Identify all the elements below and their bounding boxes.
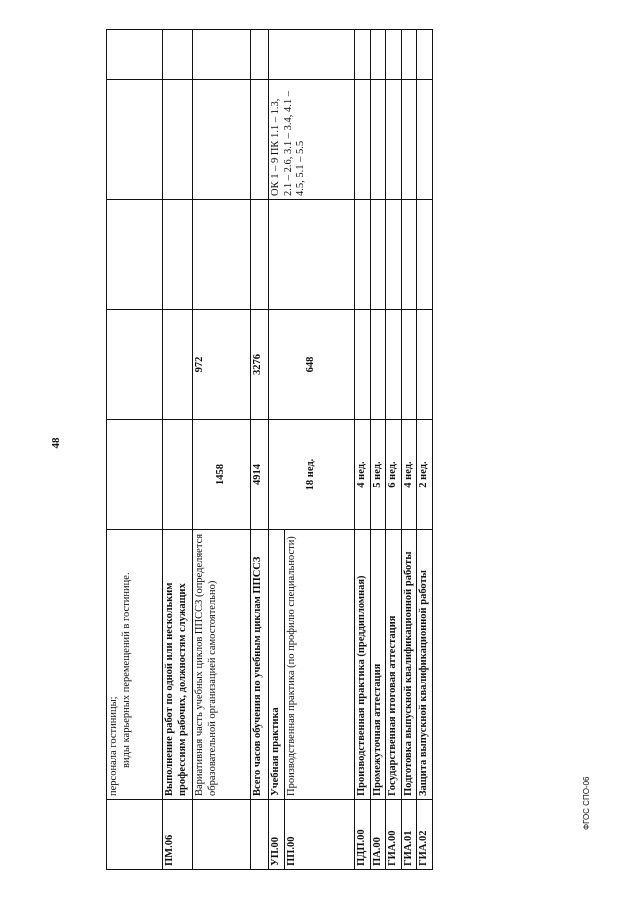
name-cell: Всего часов обучения по учебным циклам ППССЗ xyxy=(251,530,269,800)
weeks-cell: 4914 xyxy=(251,420,269,530)
table-row xyxy=(355,30,371,870)
table-row xyxy=(251,30,269,870)
table-row xyxy=(401,30,417,870)
rotated-table-wrapper xyxy=(106,10,430,870)
table-row xyxy=(269,30,285,870)
code-cell: ПДП.00 xyxy=(355,800,371,870)
code-cell: ГИА.00 xyxy=(386,800,402,870)
name-cell: Вариативная часть учебных циклов ППССЗ (определяется образовательной организацией самостоятельно) xyxy=(193,530,251,800)
hours-cell: 972 xyxy=(193,310,251,420)
name-cell: Производственная практика (по профилю специальности) xyxy=(285,530,355,800)
name-cell: Производственная практика (преддипломная) xyxy=(355,530,371,800)
weeks-cell: 5 нед. xyxy=(370,420,386,530)
name-cell: Государственная итоговая аттестация xyxy=(386,530,402,800)
code-cell: УП.00 xyxy=(269,800,285,870)
code-cell: ПП.00 xyxy=(285,800,355,870)
table-row xyxy=(193,30,251,870)
table-row xyxy=(163,30,193,870)
code-cell xyxy=(193,800,251,870)
name-cell: Учебная практика xyxy=(269,530,285,800)
name-cell: Промежуточная аттестация xyxy=(370,530,386,800)
code-cell: ПМ.06 xyxy=(163,800,193,870)
weeks-cell: 6 нед. xyxy=(386,420,402,530)
table-row xyxy=(370,30,386,870)
name-cell: персонала гостиницы; виды карьерных перемещений в гостинице. xyxy=(107,530,163,800)
curriculum-table xyxy=(106,29,433,870)
code-cell: ПА.00 xyxy=(370,800,386,870)
code-cell: ГИА.02 xyxy=(417,800,433,870)
weeks-cell: 4 нед. xyxy=(401,420,417,530)
page-footer: ФГОС СПО-06 xyxy=(582,776,591,830)
weeks-cell: 4 нед. xyxy=(355,420,371,530)
hours-cell: 3276 xyxy=(251,310,269,420)
table-row xyxy=(417,30,433,870)
name-cell: Выполнение работ по одной или нескольким профессиям рабочих, должностям служащих xyxy=(163,530,193,800)
name-cell: Подготовка выпускной квалификационной работы xyxy=(401,530,417,800)
weeks-cell: 1458 xyxy=(193,420,251,530)
competencies-cell: ОК 1 – 9 ПК 1.1 – 1.3, 2.1 – 2.6, 3.1 – 3.4, 4.1 – 4.5, 5.1 – 5.5 xyxy=(269,80,355,200)
code-cell: ГИА.01 xyxy=(401,800,417,870)
hours-cell: 648 xyxy=(269,310,355,420)
page-number: 48 xyxy=(50,437,62,449)
name-cell: Защита выпускной квалификационной работы xyxy=(417,530,433,800)
weeks-cell: 2 нед. xyxy=(417,420,433,530)
table-row xyxy=(386,30,402,870)
table-row xyxy=(107,30,163,870)
code-cell xyxy=(107,800,163,870)
weeks-cell: 18 нед. xyxy=(269,420,355,530)
